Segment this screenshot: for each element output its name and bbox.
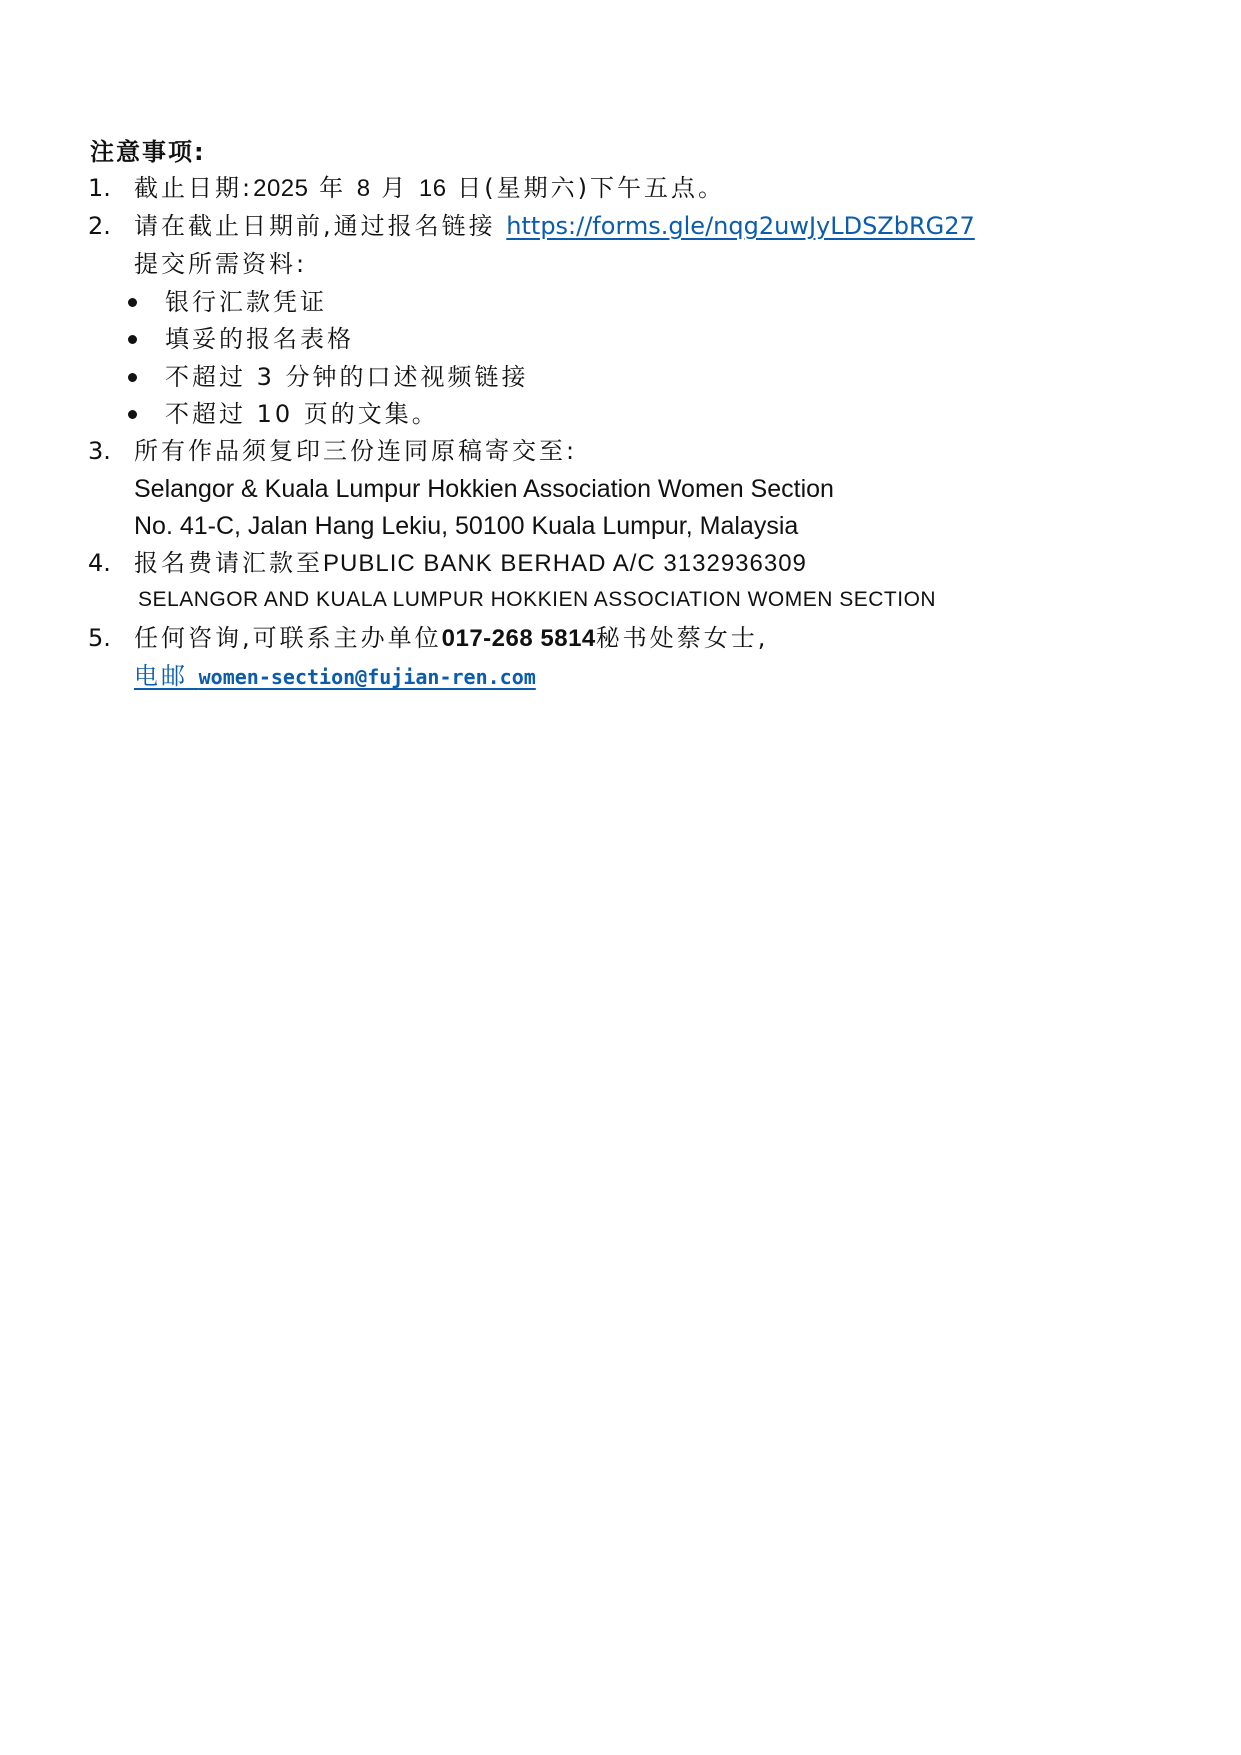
- deadline-text: 截止日期:2025 年 8 月 16 日(星期六)下午五点。: [134, 174, 725, 202]
- bullet-icon: [128, 373, 137, 382]
- address-line-1: Selangor & Kuala Lumpur Hokkien Association Women Section: [134, 475, 834, 503]
- bullet-text: 银行汇款凭证: [165, 288, 327, 316]
- bullet-icon: [128, 298, 137, 307]
- item-number: 2.: [88, 212, 111, 240]
- notes-title: 注意事项:: [90, 138, 206, 166]
- account-name: SELANGOR AND KUALA LUMPUR HOKKIEN ASSOCIATION WOMEN SECTION: [138, 588, 937, 611]
- bullet-text: 不超过 10 页的文集。: [165, 400, 439, 428]
- item-number: 4.: [88, 549, 111, 577]
- submission-label: 提交所需资料:: [134, 250, 308, 278]
- contact-text: 任何咨询,可联系主办单位017-268 5814秘书处蔡女士,: [134, 624, 769, 652]
- bullet-icon: [128, 410, 137, 419]
- bank-account: PUBLIC BANK BERHAD A/C 3132936309: [323, 550, 807, 577]
- phone-number: 017-268 5814: [441, 625, 596, 652]
- registration-link[interactable]: https://forms.gle/nqg2uwJyLDSZbRG27: [506, 212, 975, 240]
- email-link[interactable]: 电邮 women-section@fujian-ren.com: [134, 662, 536, 690]
- bullet-text: 填妥的报名表格: [165, 325, 354, 353]
- bullet-icon: [128, 335, 137, 344]
- submission-instruction: 所有作品须复印三份连同原稿寄交至:: [134, 437, 578, 465]
- item-number: 5.: [88, 624, 111, 652]
- payment-text: 报名费请汇款至PUBLIC BANK BERHAD A/C 3132936309: [134, 549, 807, 577]
- address-line-2: No. 41-C, Jalan Hang Lekiu, 50100 Kuala Lumpur, Malaysia: [134, 512, 799, 540]
- item-number: 3.: [88, 437, 111, 465]
- registration-text: 请在截止日期前,通过报名链接 https://forms.gle/nqg2uwJyLDSZbRG27: [134, 212, 975, 240]
- item-number: 1.: [88, 174, 111, 202]
- bullet-text: 不超过 3 分钟的口述视频链接: [165, 363, 529, 391]
